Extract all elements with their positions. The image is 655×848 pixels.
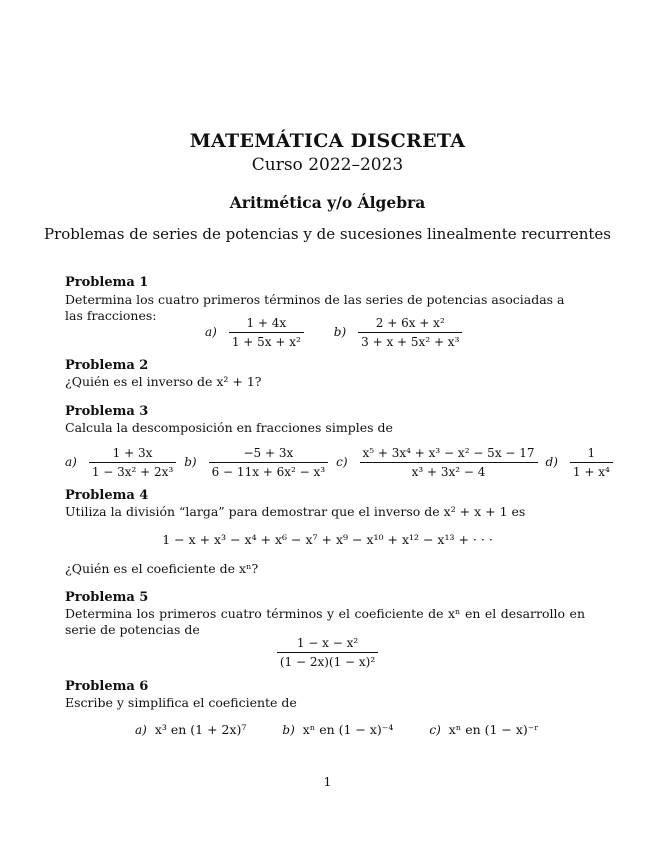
numerator: −5 + 3x xyxy=(209,446,329,463)
numerator: 1 + 4x xyxy=(229,316,304,333)
denominator: 1 − 3x² + 2x³ xyxy=(91,465,174,479)
course-year: Curso 2022–2023 xyxy=(251,155,404,175)
problem-1-heading: Problema 1 xyxy=(65,275,149,290)
item-label: c) xyxy=(336,455,348,469)
numerator: 2 + 6x + x² xyxy=(358,316,462,333)
problem-4-heading: Problema 4 xyxy=(65,488,149,503)
denominator: 6 − 11x + 6x² − x³ xyxy=(211,465,326,479)
item-label: b) xyxy=(282,723,295,737)
problem-6-heading: Problema 6 xyxy=(65,679,149,694)
denominator: 1 + 5x + x² xyxy=(231,335,301,349)
fraction xyxy=(277,636,378,669)
problem-6-text: Escribe y simplifica el coeficiente de xyxy=(65,695,297,710)
problem-4-question: ¿Quién es el coeficiente de xⁿ? xyxy=(65,561,259,576)
item-label: a) xyxy=(205,325,217,339)
item-label: a) xyxy=(65,455,77,469)
denominator: 3 + x + 5x² + x³ xyxy=(361,335,460,349)
item-label: d) xyxy=(545,455,558,469)
item-label: b) xyxy=(184,455,197,469)
problem-3-heading: Problema 3 xyxy=(65,404,149,419)
fraction xyxy=(89,446,176,479)
numerator: 1 xyxy=(570,446,613,463)
page-number: 1 xyxy=(323,774,332,789)
subject-heading: Aritmética y/o Álgebra xyxy=(229,193,426,212)
problem-1-fractions xyxy=(205,316,466,349)
fraction xyxy=(570,446,613,479)
problem-1-text: Determina los cuatro primeros términos de las series de potencias asociadas a las fracciones: xyxy=(65,292,565,323)
coefficient-expression: xⁿ en (1 − x)⁻ʳ xyxy=(448,722,539,737)
item-label: a) xyxy=(135,723,147,737)
problem-5-heading: Problema 5 xyxy=(65,590,149,605)
problem-3-fractions xyxy=(65,446,617,479)
item-label: b) xyxy=(333,325,347,339)
problem-2-heading: Problema 2 xyxy=(65,358,149,373)
fraction xyxy=(360,446,538,479)
numerator: x⁵ + 3x⁴ + x³ − x² − 5x − 17 xyxy=(360,446,538,463)
denominator: 1 + x⁴ xyxy=(572,465,610,479)
problem-2-text: ¿Quién es el inverso de x² + 1? xyxy=(65,374,262,389)
numerator: 1 − x − x² xyxy=(277,636,378,653)
problem-6-items xyxy=(135,722,539,737)
fraction xyxy=(358,316,462,349)
problem-5-fraction-row xyxy=(0,636,655,669)
coefficient-expression: xⁿ en (1 − x)⁻⁴ xyxy=(302,722,394,737)
denominator: x³ + 3x² − 4 xyxy=(411,465,486,479)
problem-3-text: Calcula la descomposición en fracciones simples de xyxy=(65,420,393,435)
fraction xyxy=(209,446,329,479)
problem-4-text: Utiliza la división “larga” para demostrar que el inverso de x² + x + 1 es xyxy=(65,504,526,519)
document-subtitle: Problemas de series de potencias y de sucesiones linealmente recurrentes xyxy=(44,225,611,243)
item-label: c) xyxy=(429,723,441,737)
problem-5-text: Determina los primeros cuatro términos y el coeficiente de xⁿ en el desarrollo en serie de potencias de xyxy=(65,606,585,637)
problem-4-series: 1 − x + x³ − x⁴ + x⁶ − x⁷ + x⁹ − x¹⁰ + x¹² − x¹³ + · · · xyxy=(162,532,493,547)
coefficient-expression: x³ en (1 + 2x)⁷ xyxy=(154,722,247,737)
numerator: 1 + 3x xyxy=(89,446,176,463)
denominator: (1 − 2x)(1 − x)² xyxy=(279,655,376,669)
fraction xyxy=(229,316,304,349)
document-title: MATEMÁTICA DISCRETA xyxy=(189,130,466,152)
